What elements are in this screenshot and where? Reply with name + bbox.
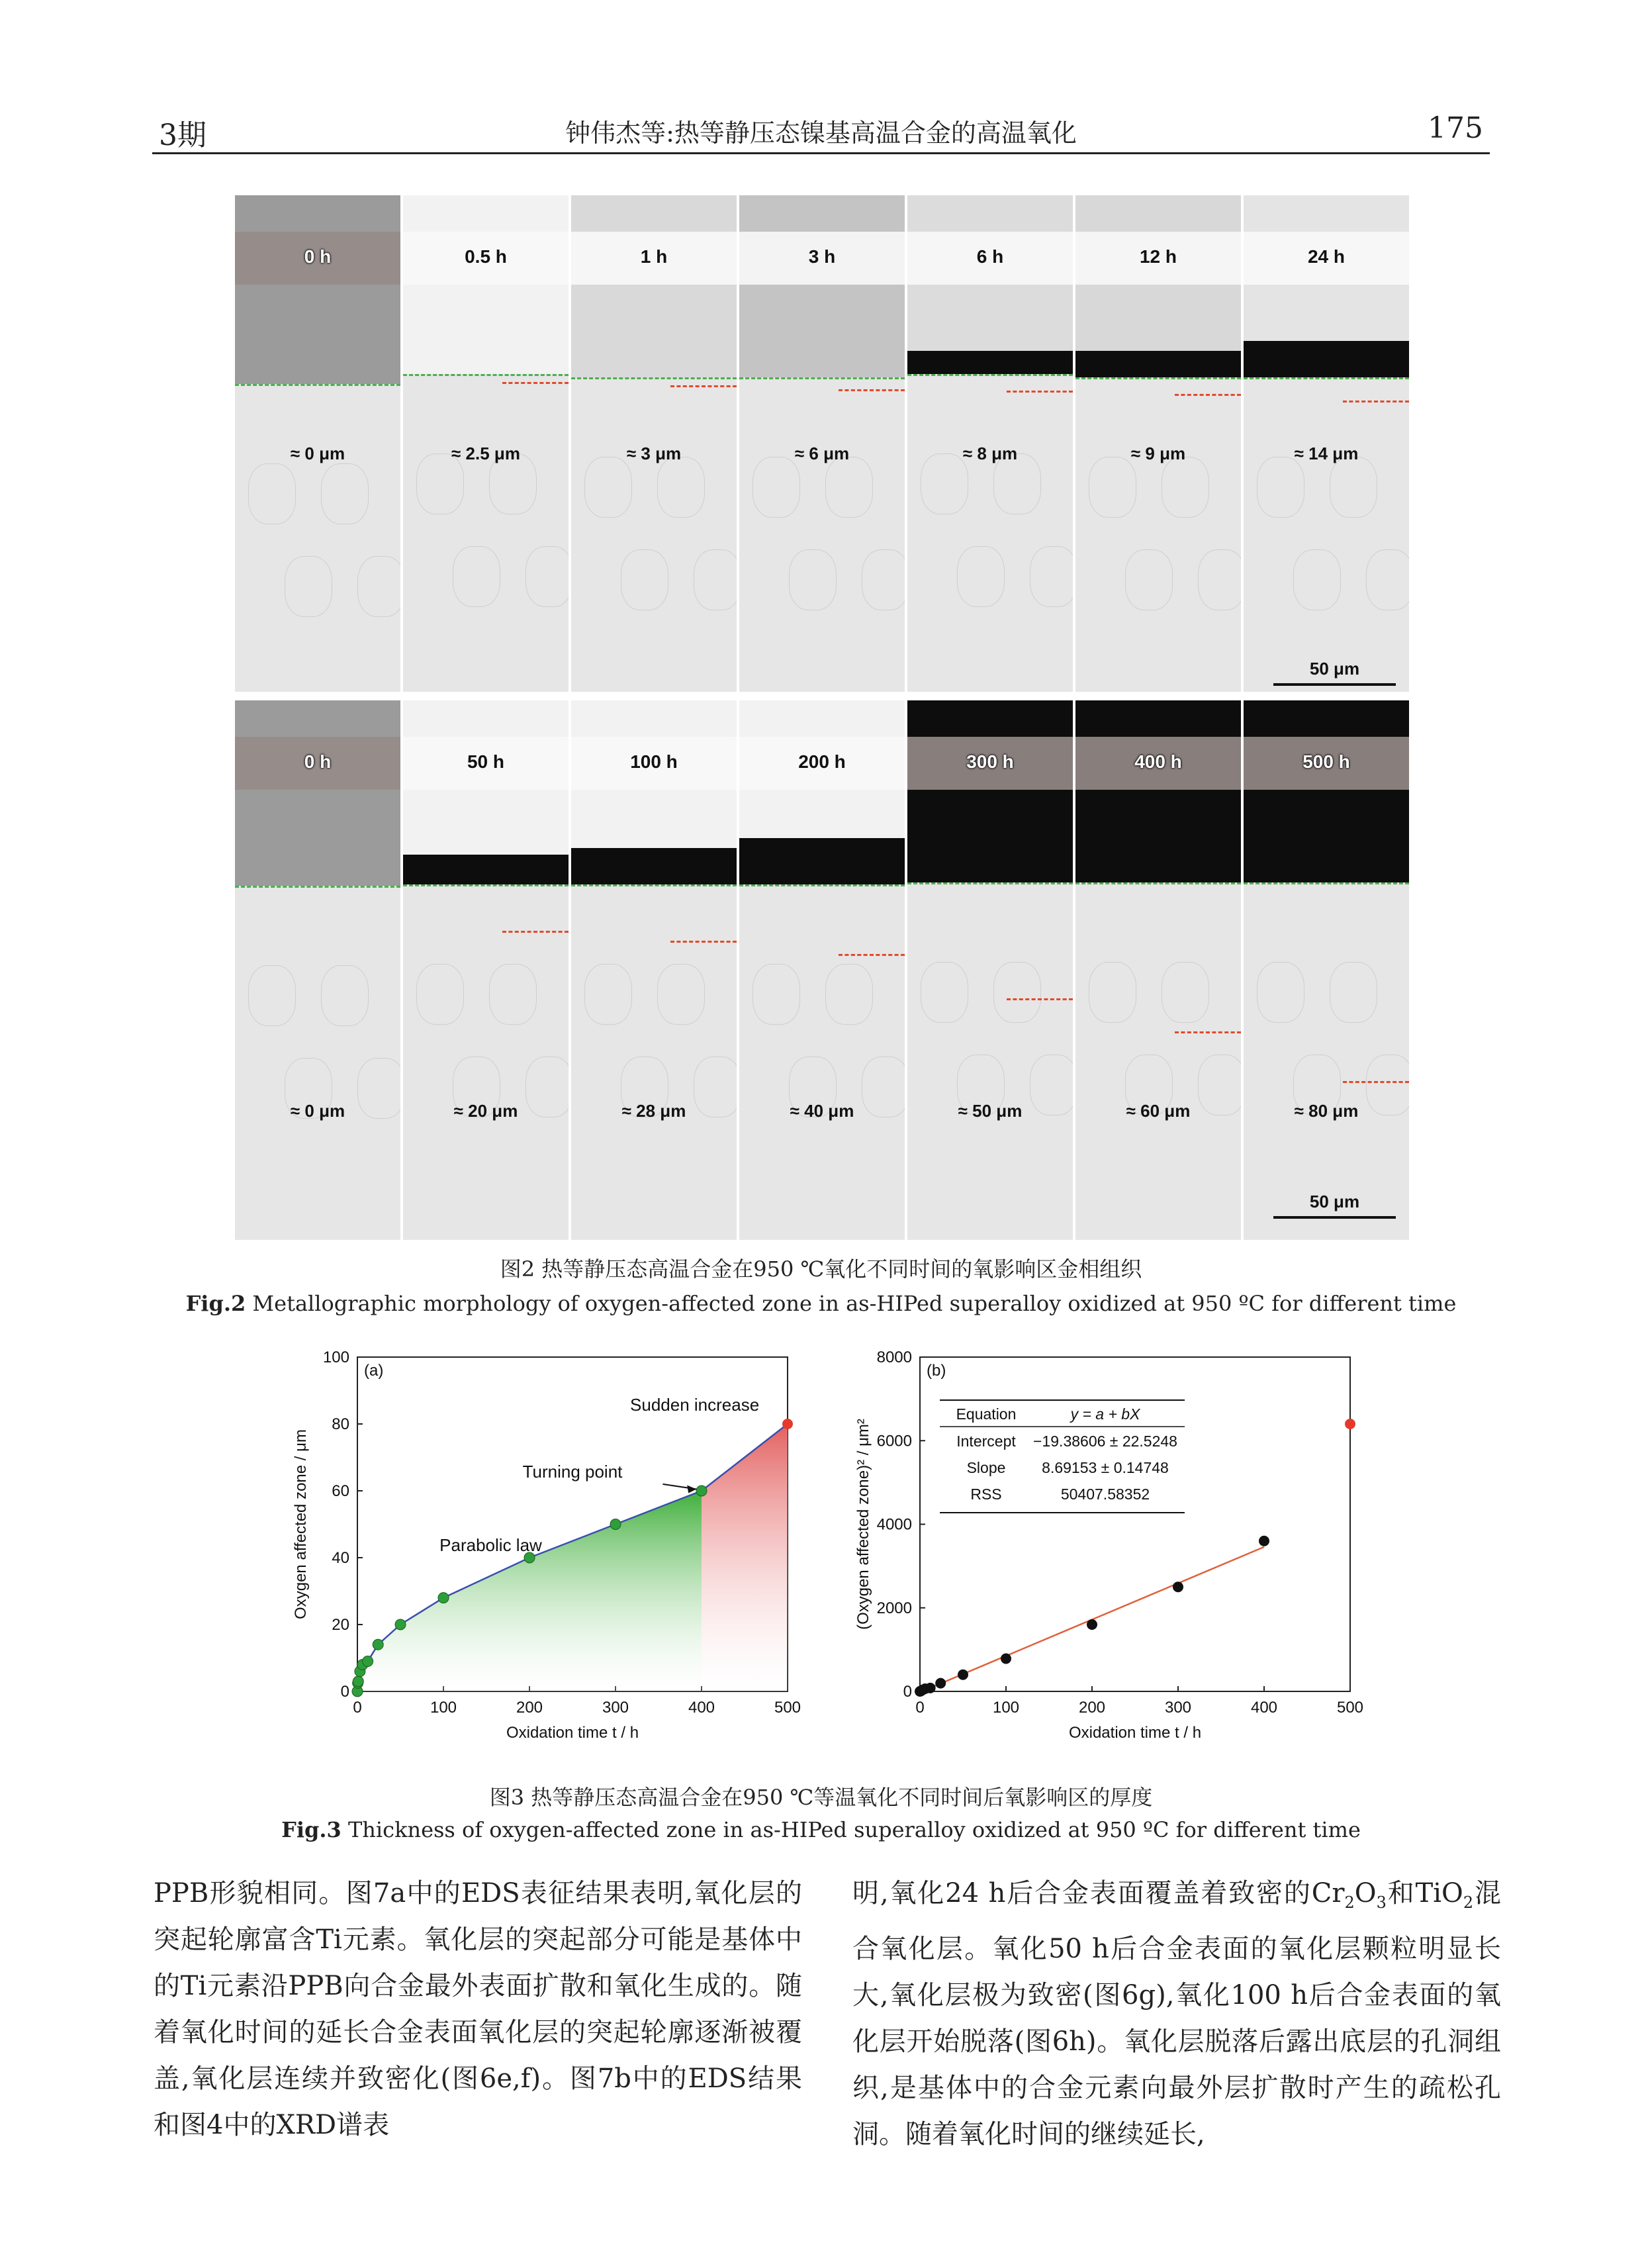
- grain-outline: [321, 965, 369, 1026]
- grain-outline: [285, 556, 332, 617]
- data-point: [363, 1656, 373, 1667]
- micrograph-panel: [907, 700, 1073, 1240]
- mounting-region: [1075, 195, 1241, 377]
- mounting-region: [403, 195, 569, 374]
- grain-outline: [753, 457, 800, 518]
- issue-number: 3期: [159, 118, 206, 152]
- y-tick-label: 6000: [876, 1432, 912, 1450]
- x-tick-label: 300: [1164, 1699, 1192, 1717]
- table-row-value: −19.38606 ± 22.5248: [1033, 1433, 1177, 1450]
- x-tick-label: 300: [602, 1699, 629, 1717]
- affected-zone-depth-label: ≈ 6 μm: [794, 444, 850, 463]
- data-point: [1259, 1536, 1269, 1546]
- micrograph-panel: [235, 700, 400, 1240]
- grain-outline: [1162, 962, 1209, 1023]
- grain-outline: [1162, 457, 1209, 518]
- oxidation-time-label: 400 h: [1134, 751, 1182, 772]
- micrograph-panel: [403, 700, 569, 1240]
- y-tick-label: 0: [903, 1683, 912, 1701]
- grain-outline: [825, 964, 873, 1025]
- x-tick-label: 0: [915, 1699, 925, 1717]
- affected-zone-marker-line: [839, 954, 905, 956]
- chart-a: [285, 1344, 807, 1768]
- y-tick-label: 8000: [876, 1348, 912, 1366]
- affected-zone-marker-line: [502, 931, 569, 933]
- y-tick-label: 20: [332, 1616, 349, 1634]
- surface-marker-line: [235, 886, 400, 888]
- oxidation-time-label: 0 h: [304, 751, 332, 772]
- grain-outline: [1257, 457, 1304, 518]
- body-column-right: 明,氧化24 h后合金表面覆盖着致密的$Cr_2O_3$和TiO$_2$混合氧化层。氧化50 h后合金表面的氧化层颗粒明显长大,氧化层极为致密(图6g),氧化100 h后合金表面的氧化层开始脱落(图6h)。氧化层脱落后露出底层的孔洞组织,是基体中的合金元素向最外层扩散时产生的疏松孔洞。随着氧化时间的继续延长,: [852, 1878, 1502, 2150]
- body-column-left: PPB形貌相同。图7a中的EDS表征结果表明,氧化层的突起轮廓富含Ti元素。氧化层的突起部分可能是基体中的Ti元素沿PPB向合金最外表面扩散和氧化生成的。随着氧化时间的延长合金表面氧化层的突起轮廓逐渐被覆盖,氧化层连续并致密化(图6e,f)。图7b中的EDS结果和图4中的XRD谱表: [154, 1878, 802, 2140]
- mounting-region: [235, 700, 400, 886]
- surface-marker-line: [907, 374, 1073, 376]
- scale-bar-label: 50 μm: [1309, 659, 1360, 679]
- micrograph-panel: [571, 700, 737, 1240]
- oxide-layer: [739, 838, 905, 884]
- surface-marker-line: [739, 377, 905, 379]
- scale-bar-line: [1273, 683, 1396, 686]
- data-point: [438, 1593, 449, 1603]
- grain-outline: [657, 964, 705, 1025]
- grain-outline: [416, 964, 464, 1025]
- affected-zone-depth-label: ≈ 2.5 μm: [451, 444, 520, 463]
- data-point: [610, 1519, 621, 1530]
- oxide-layer: [571, 848, 737, 884]
- grain-outline: [1330, 962, 1377, 1023]
- affected-zone-marker-line: [670, 941, 737, 943]
- affected-zone-depth-label: ≈ 20 μm: [453, 1101, 518, 1121]
- oxide-layer: [1075, 700, 1241, 882]
- oxidation-time-label: 0.5 h: [465, 246, 507, 267]
- running-header: [152, 99, 1490, 154]
- running-title: 钟伟杰等:热等静压态镍基高温合金的高温氧化: [565, 118, 1077, 148]
- scale-bar-label: 50 μm: [1309, 1192, 1360, 1211]
- x-tick-label: 100: [430, 1699, 457, 1717]
- affected-zone-marker-line: [1007, 391, 1073, 393]
- turning-point-arrowhead: [687, 1485, 696, 1493]
- x-tick-label: 0: [353, 1699, 362, 1717]
- surface-marker-line: [1075, 377, 1241, 379]
- oxidation-time-label: 3 h: [808, 246, 836, 267]
- x-tick-label: 200: [1078, 1699, 1106, 1717]
- affected-zone-depth-label: ≈ 0 μm: [290, 444, 345, 463]
- oxide-layer: [1244, 341, 1409, 377]
- grain-outline: [1089, 962, 1136, 1023]
- table-row-label: Intercept: [956, 1433, 1016, 1450]
- grain-outline: [1198, 549, 1241, 610]
- micrograph-panel: [403, 195, 569, 692]
- affected-zone-depth-label: ≈ 0 μm: [290, 1101, 345, 1121]
- surface-marker-line: [235, 384, 400, 386]
- affected-zone-depth-label: ≈ 80 μm: [1294, 1101, 1359, 1121]
- grain-outline: [248, 463, 296, 524]
- affected-zone-depth-label: ≈ 28 μm: [621, 1101, 686, 1121]
- micrograph-panel: [907, 195, 1073, 692]
- mounting-region: [571, 195, 737, 377]
- affected-zone-marker-line: [502, 382, 569, 384]
- surface-marker-line: [739, 884, 905, 886]
- oxide-layer: [1244, 700, 1409, 882]
- fig3-caption-en: Fig.3 Thickness of oxygen-affected zone in as-HIPed superalloy oxidized at 950 ºC for different time: [281, 1817, 1361, 1842]
- mounting-region: [739, 195, 905, 377]
- surface-marker-line: [1075, 882, 1241, 884]
- data-point: [782, 1419, 793, 1429]
- grain-outline: [321, 463, 369, 524]
- surface-marker-line: [1244, 377, 1409, 379]
- micrograph-panel: [739, 700, 905, 1240]
- fig2-caption-en: Fig.2 Metallographic morphology of oxygen-affected zone in as-HIPed superalloy oxidized at 950 ºC for different time: [185, 1291, 1457, 1316]
- fig3-caption-cn: 图3 热等静压态高温合金在950 ℃等温氧化不同时间后氧影响区的厚度: [489, 1785, 1153, 1810]
- grain-outline: [694, 549, 737, 610]
- oxidation-time-label: 500 h: [1302, 751, 1350, 772]
- oxidation-time-label: 1 h: [640, 246, 668, 267]
- grain-outline: [525, 546, 569, 607]
- sudden-increase-region-fill: [702, 1424, 788, 1691]
- data-point: [1173, 1582, 1183, 1592]
- grain-outline: [621, 549, 668, 610]
- surface-marker-line: [403, 374, 569, 376]
- grain-outline: [1257, 962, 1304, 1023]
- parabolic-region-fill: [357, 1491, 702, 1691]
- x-axis-label: Oxidation time t / h: [506, 1724, 639, 1742]
- scale-bar-line: [1273, 1216, 1396, 1219]
- grain-outline: [993, 962, 1041, 1023]
- micrograph-panel: [1244, 700, 1409, 1240]
- oxidation-time-label: 24 h: [1307, 246, 1346, 267]
- table-header: y = a + bX: [1070, 1405, 1140, 1423]
- oxidation-time-label: 50 h: [467, 751, 505, 772]
- affected-zone-depth-label: ≈ 3 μm: [626, 444, 682, 463]
- data-point: [935, 1678, 946, 1689]
- surface-marker-line: [907, 882, 1073, 884]
- micrograph-panel: [1075, 195, 1241, 692]
- micrograph-panel: [1244, 195, 1409, 692]
- table-row-value: 50407.58352: [1060, 1486, 1150, 1503]
- y-tick-label: 80: [332, 1415, 349, 1433]
- grain-outline: [584, 457, 632, 518]
- grain-outline: [957, 546, 1005, 607]
- x-tick-label: 400: [688, 1699, 715, 1717]
- annotation-parabolic-law: Parabolic law: [439, 1535, 542, 1555]
- x-tick-label: 200: [516, 1699, 543, 1717]
- mounting-region: [907, 195, 1073, 374]
- oxide-layer: [907, 700, 1073, 882]
- affected-zone-marker-line: [670, 385, 737, 387]
- affected-zone-marker-line: [1007, 998, 1073, 1000]
- oxidation-time-label: 100 h: [630, 751, 678, 772]
- data-point: [1001, 1654, 1011, 1664]
- surface-marker-line: [571, 884, 737, 886]
- scale-bar: [1273, 1192, 1396, 1219]
- affected-zone-depth-label: ≈ 60 μm: [1126, 1101, 1191, 1121]
- scale-bar: [1273, 659, 1396, 686]
- affected-zone-marker-line: [1175, 1031, 1241, 1033]
- fig2-caption-cn: 图2 热等静压态高温合金在950 ℃氧化不同时间的氧影响区金相组织: [500, 1256, 1142, 1282]
- affected-zone-depth-label: ≈ 14 μm: [1294, 444, 1359, 463]
- data-point: [925, 1683, 936, 1693]
- y-tick-label: 40: [332, 1549, 349, 1567]
- x-tick-label: 500: [1336, 1699, 1364, 1717]
- grain-outline: [921, 962, 968, 1023]
- surface-marker-line: [1244, 882, 1409, 884]
- y-tick-label: 100: [322, 1348, 349, 1366]
- micrograph-row-1: [235, 195, 1413, 692]
- data-point: [1087, 1619, 1097, 1630]
- panel-label: (a): [364, 1362, 384, 1380]
- affected-zone-marker-line: [1175, 394, 1241, 396]
- grain-outline: [489, 964, 537, 1025]
- grain-outline: [825, 457, 873, 518]
- affected-zone-depth-label: ≈ 50 μm: [958, 1101, 1023, 1121]
- y-axis-label: (Oxygen affected zone)² / μm²: [854, 1419, 872, 1630]
- grain-outline: [1293, 549, 1341, 610]
- micrograph-panel: [235, 195, 400, 692]
- micrograph-panel: [739, 195, 905, 692]
- table-row-label: Slope: [966, 1459, 1006, 1476]
- grain-outline: [789, 549, 837, 610]
- annotation-turning-point: Turning point: [522, 1461, 623, 1482]
- oxidation-time-label: 6 h: [976, 246, 1004, 267]
- affected-zone-marker-line: [1343, 401, 1409, 402]
- grain-outline: [1125, 549, 1173, 610]
- grain-outline: [1030, 546, 1073, 607]
- oxidation-time-label: 300 h: [966, 751, 1014, 772]
- x-tick-label: 400: [1250, 1699, 1278, 1717]
- chart-a-svg: [285, 1344, 807, 1768]
- oxide-layer: [907, 351, 1073, 374]
- micrograph-row-2: [235, 700, 1413, 1240]
- data-point: [353, 1676, 363, 1687]
- mounting-region: [235, 195, 400, 384]
- grain-outline: [584, 964, 632, 1025]
- x-tick-label: 500: [774, 1699, 801, 1717]
- data-point: [373, 1639, 383, 1650]
- data-point: [395, 1619, 406, 1630]
- grain-outline: [248, 965, 296, 1026]
- affected-zone-depth-label: ≈ 9 μm: [1130, 444, 1186, 463]
- affected-zone-marker-line: [839, 389, 905, 391]
- data-point: [958, 1670, 968, 1680]
- annotation-sudden-increase: Sudden increase: [630, 1394, 760, 1415]
- grain-outline: [357, 556, 400, 617]
- micrograph-panel: [571, 195, 737, 692]
- grain-outline: [1089, 457, 1136, 518]
- page-number: 175: [1428, 111, 1483, 145]
- grain-outline: [1330, 457, 1377, 518]
- micrograph-panel: [1075, 700, 1241, 1240]
- x-axis-label: Oxidation time t / h: [1068, 1724, 1202, 1742]
- surface-marker-line: [571, 377, 737, 379]
- affected-zone-marker-line: [1343, 1081, 1409, 1083]
- oxide-layer: [403, 855, 569, 884]
- chart-b: [834, 1344, 1377, 1768]
- grain-outline: [657, 457, 705, 518]
- y-tick-label: 2000: [876, 1599, 912, 1617]
- grain-outline: [862, 549, 905, 610]
- table-header: Equation: [956, 1405, 1017, 1423]
- y-tick-label: 60: [332, 1482, 349, 1500]
- oxidation-time-label: 200 h: [798, 751, 846, 772]
- affected-zone-depth-label: ≈ 40 μm: [790, 1101, 854, 1121]
- data-point: [696, 1486, 707, 1496]
- surface-marker-line: [403, 884, 569, 886]
- grain-outline: [753, 964, 800, 1025]
- grain-outline: [1366, 549, 1409, 610]
- panel-label: (b): [927, 1362, 946, 1380]
- table-row-label: RSS: [970, 1486, 1002, 1503]
- table-row-value: 8.69153 ± 0.14748: [1042, 1459, 1169, 1476]
- oxide-layer: [1075, 351, 1241, 377]
- oxidation-time-label: 0 h: [304, 246, 332, 267]
- affected-zone-depth-label: ≈ 8 μm: [962, 444, 1018, 463]
- data-point: [1345, 1419, 1355, 1429]
- chart-b-svg: [834, 1344, 1377, 1768]
- y-axis-label: Oxygen affected zone / μm: [292, 1429, 310, 1619]
- oxidation-time-label: 12 h: [1139, 246, 1177, 267]
- grain-outline: [453, 546, 500, 607]
- x-tick-label: 100: [992, 1699, 1020, 1717]
- y-tick-label: 4000: [876, 1515, 912, 1534]
- y-tick-label: 0: [340, 1683, 349, 1701]
